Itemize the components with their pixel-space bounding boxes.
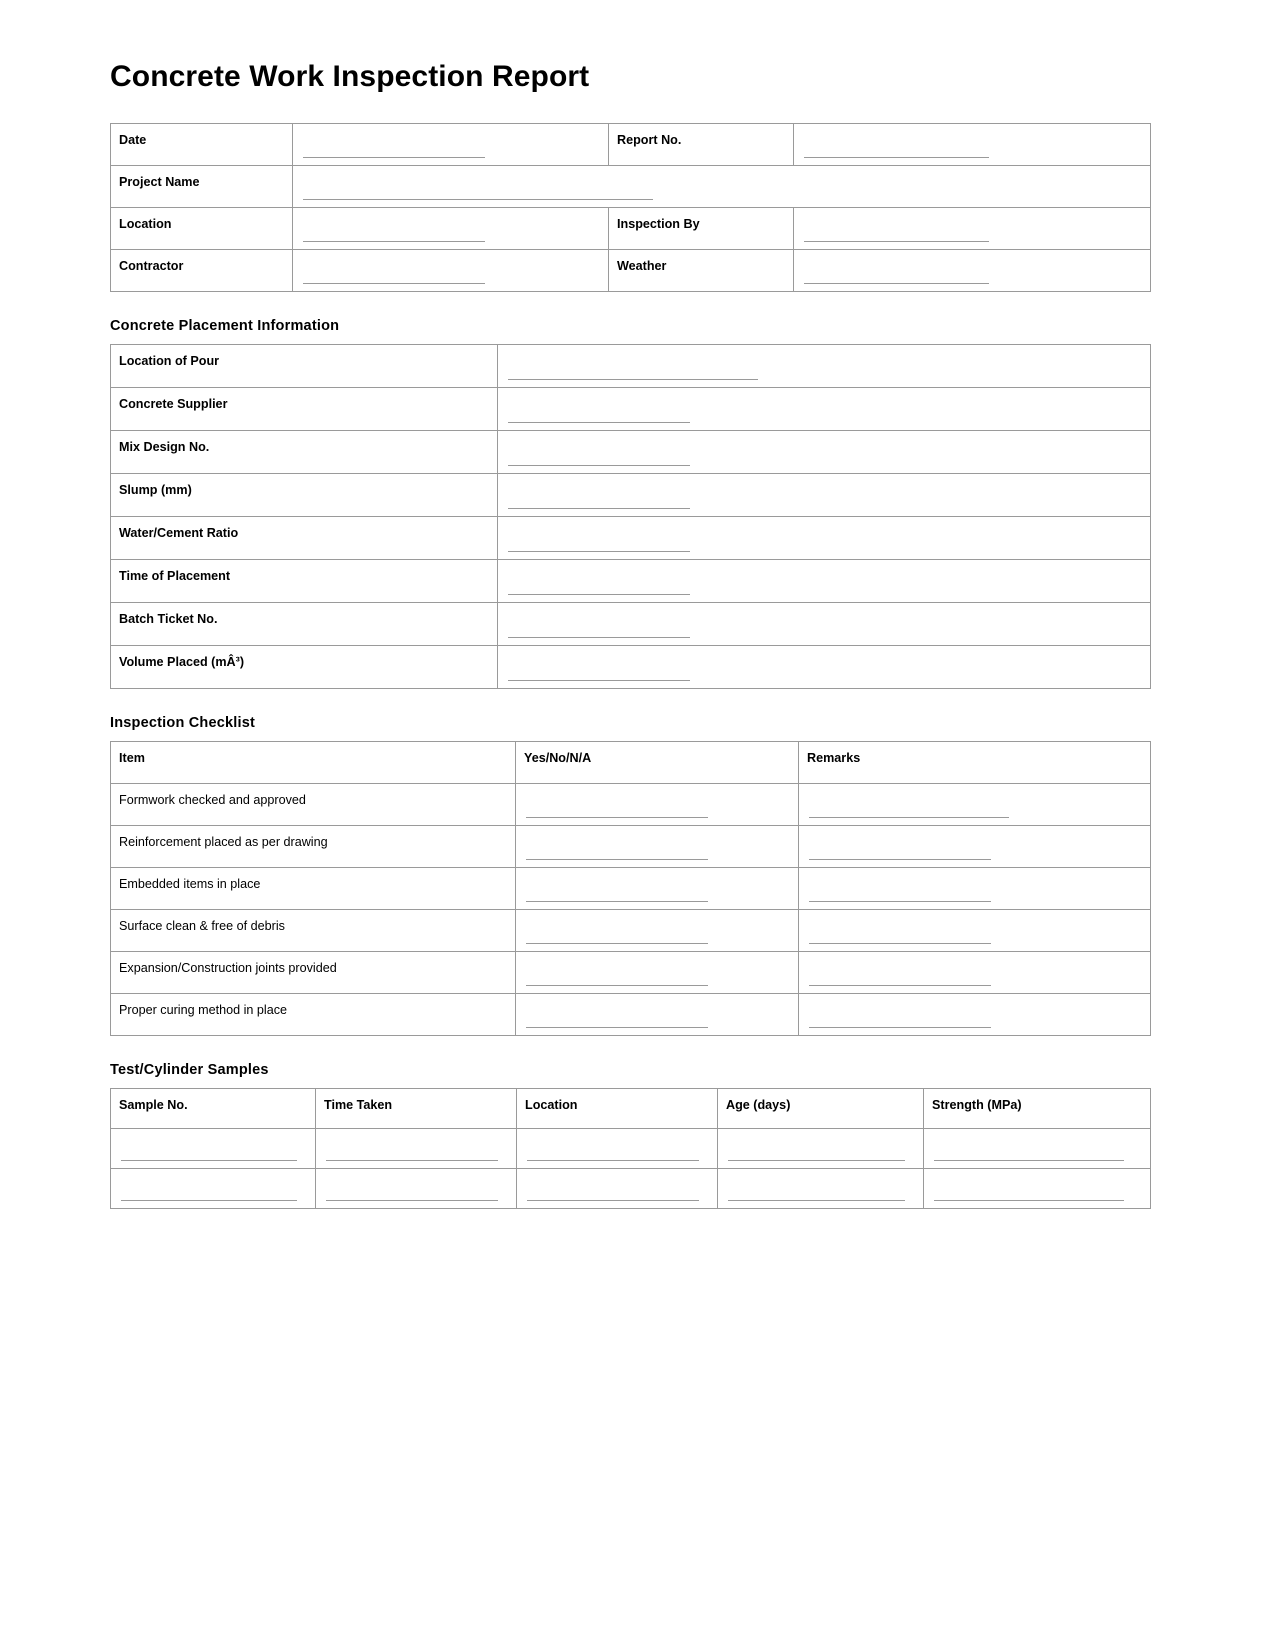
fill-rule: [809, 901, 991, 902]
input-time-taken-1[interactable]: [316, 1128, 517, 1168]
table-row: [111, 909, 1151, 951]
page-title: Concrete Work Inspection Report: [110, 60, 590, 93]
table-row: [111, 430, 1151, 473]
label-slump: Slump (mm): [111, 473, 498, 516]
label-project-name: Project Name: [111, 165, 293, 207]
input-remarks-joints[interactable]: [799, 951, 1151, 993]
checklist-item-embedded: Embedded items in place: [111, 867, 516, 909]
fill-rule: [508, 379, 758, 380]
input-location[interactable]: [293, 207, 609, 249]
table-row: [111, 645, 1151, 688]
table-row: [111, 165, 1151, 207]
fill-rule: [934, 1200, 1124, 1201]
input-contractor[interactable]: [293, 249, 609, 291]
fill-rule: [508, 551, 690, 552]
identification-table: [110, 123, 1151, 292]
fill-rule: [508, 680, 690, 681]
input-location-of-pour[interactable]: [498, 344, 1151, 387]
input-status-surface[interactable]: [516, 909, 799, 951]
column-header-location: Location: [517, 1088, 718, 1128]
table-row: [111, 825, 1151, 867]
column-header-status: Yes/No/N/A: [516, 741, 799, 783]
input-time-taken-2[interactable]: [316, 1168, 517, 1208]
fill-rule: [526, 859, 708, 860]
section-heading-checklist: Inspection Checklist: [110, 714, 256, 731]
fill-rule: [508, 594, 690, 595]
fill-rule: [526, 817, 708, 818]
label-water-cement-ratio: Water/Cement Ratio: [111, 516, 498, 559]
label-contractor: Contractor: [111, 249, 293, 291]
label-volume-placed: Volume Placed (mÂ³): [111, 645, 498, 688]
input-inspection-by[interactable]: [794, 207, 1151, 249]
column-header-remarks: Remarks: [799, 741, 1151, 783]
checklist-table: [110, 741, 1151, 1036]
column-header-time-taken: Time Taken: [316, 1088, 517, 1128]
checklist-item-formwork: Formwork checked and approved: [111, 783, 516, 825]
label-weather: Weather: [609, 249, 794, 291]
label-date: Date: [111, 123, 293, 165]
input-strength-mpa-2[interactable]: [924, 1168, 1151, 1208]
table-row: [111, 123, 1151, 165]
input-report-no[interactable]: [794, 123, 1151, 165]
input-concrete-supplier[interactable]: [498, 387, 1151, 430]
fill-rule: [804, 157, 989, 158]
fill-rule: [809, 859, 991, 860]
input-weather[interactable]: [794, 249, 1151, 291]
fill-rule: [804, 283, 989, 284]
input-location-2[interactable]: [517, 1168, 718, 1208]
input-sample-no-2[interactable]: [111, 1168, 316, 1208]
table-row: [111, 1168, 1151, 1208]
input-sample-no-1[interactable]: [111, 1128, 316, 1168]
input-strength-mpa-1[interactable]: [924, 1128, 1151, 1168]
table-header-row: [111, 741, 1151, 783]
checklist-item-joints: Expansion/Construction joints provided: [111, 951, 516, 993]
table-row: [111, 249, 1151, 291]
fill-rule: [728, 1160, 905, 1161]
fill-rule: [508, 637, 690, 638]
table-row: [111, 516, 1151, 559]
label-mix-design-no: Mix Design No.: [111, 430, 498, 473]
input-remarks-formwork[interactable]: [799, 783, 1151, 825]
fill-rule: [934, 1160, 1124, 1161]
label-report-no: Report No.: [609, 123, 794, 165]
input-age-days-2[interactable]: [718, 1168, 924, 1208]
input-status-formwork[interactable]: [516, 783, 799, 825]
input-volume-placed[interactable]: [498, 645, 1151, 688]
label-location-of-pour: Location of Pour: [111, 344, 498, 387]
table-row: [111, 1128, 1151, 1168]
table-row: [111, 207, 1151, 249]
input-age-days-1[interactable]: [718, 1128, 924, 1168]
fill-rule: [809, 943, 991, 944]
fill-rule: [526, 943, 708, 944]
input-time-of-placement[interactable]: [498, 559, 1151, 602]
fill-rule: [303, 157, 485, 158]
input-status-reinforcement[interactable]: [516, 825, 799, 867]
fill-rule: [508, 465, 690, 466]
fill-rule: [526, 985, 708, 986]
label-inspection-by: Inspection By: [609, 207, 794, 249]
fill-rule: [508, 422, 690, 423]
placement-table: [110, 344, 1151, 689]
fill-rule: [303, 283, 485, 284]
input-remarks-curing[interactable]: [799, 993, 1151, 1035]
input-remarks-reinforcement[interactable]: [799, 825, 1151, 867]
fill-rule: [303, 199, 653, 200]
table-row: [111, 387, 1151, 430]
table-row: [111, 602, 1151, 645]
fill-rule: [526, 901, 708, 902]
table-row: [111, 473, 1151, 516]
input-status-curing[interactable]: [516, 993, 799, 1035]
fill-rule: [804, 241, 989, 242]
column-header-strength-mpa: Strength (MPa): [924, 1088, 1151, 1128]
table-row: [111, 783, 1151, 825]
fill-rule: [121, 1160, 297, 1161]
fill-rule: [526, 1027, 708, 1028]
input-remarks-embedded[interactable]: [799, 867, 1151, 909]
label-batch-ticket-no: Batch Ticket No.: [111, 602, 498, 645]
table-row: [111, 559, 1151, 602]
fill-rule: [728, 1200, 905, 1201]
checklist-item-reinforcement: Reinforcement placed as per drawing: [111, 825, 516, 867]
input-status-embedded[interactable]: [516, 867, 799, 909]
label-time-of-placement: Time of Placement: [111, 559, 498, 602]
input-slump[interactable]: [498, 473, 1151, 516]
fill-rule: [809, 985, 991, 986]
fill-rule: [527, 1200, 699, 1201]
column-header-sample-no: Sample No.: [111, 1088, 316, 1128]
checklist-item-surface: Surface clean & free of debris: [111, 909, 516, 951]
column-header-age-days: Age (days): [718, 1088, 924, 1128]
samples-table: [110, 1088, 1151, 1209]
fill-rule: [809, 1027, 991, 1028]
input-date[interactable]: [293, 123, 609, 165]
table-row: [111, 867, 1151, 909]
column-header-item: Item: [111, 741, 516, 783]
document-content: [110, 60, 1150, 1209]
table-row: [111, 344, 1151, 387]
label-concrete-supplier: Concrete Supplier: [111, 387, 498, 430]
input-project-name[interactable]: [293, 165, 1151, 207]
fill-rule: [508, 508, 690, 509]
fill-rule: [121, 1200, 297, 1201]
fill-rule: [326, 1200, 498, 1201]
section-heading-placement: Concrete Placement Information: [110, 317, 340, 334]
input-remarks-surface[interactable]: [799, 909, 1151, 951]
checklist-item-curing: Proper curing method in place: [111, 993, 516, 1035]
fill-rule: [809, 817, 1009, 818]
fill-rule: [326, 1160, 498, 1161]
input-location-1[interactable]: [517, 1128, 718, 1168]
table-header-row: [111, 1088, 1151, 1128]
table-row: [111, 993, 1151, 1035]
label-location: Location: [111, 207, 293, 249]
fill-rule: [527, 1160, 699, 1161]
table-row: [111, 951, 1151, 993]
section-heading-samples: Test/Cylinder Samples: [110, 1061, 269, 1078]
input-status-joints[interactable]: [516, 951, 799, 993]
fill-rule: [303, 241, 485, 242]
input-batch-ticket-no[interactable]: [498, 602, 1151, 645]
input-mix-design-no[interactable]: [498, 430, 1151, 473]
input-water-cement-ratio[interactable]: [498, 516, 1151, 559]
